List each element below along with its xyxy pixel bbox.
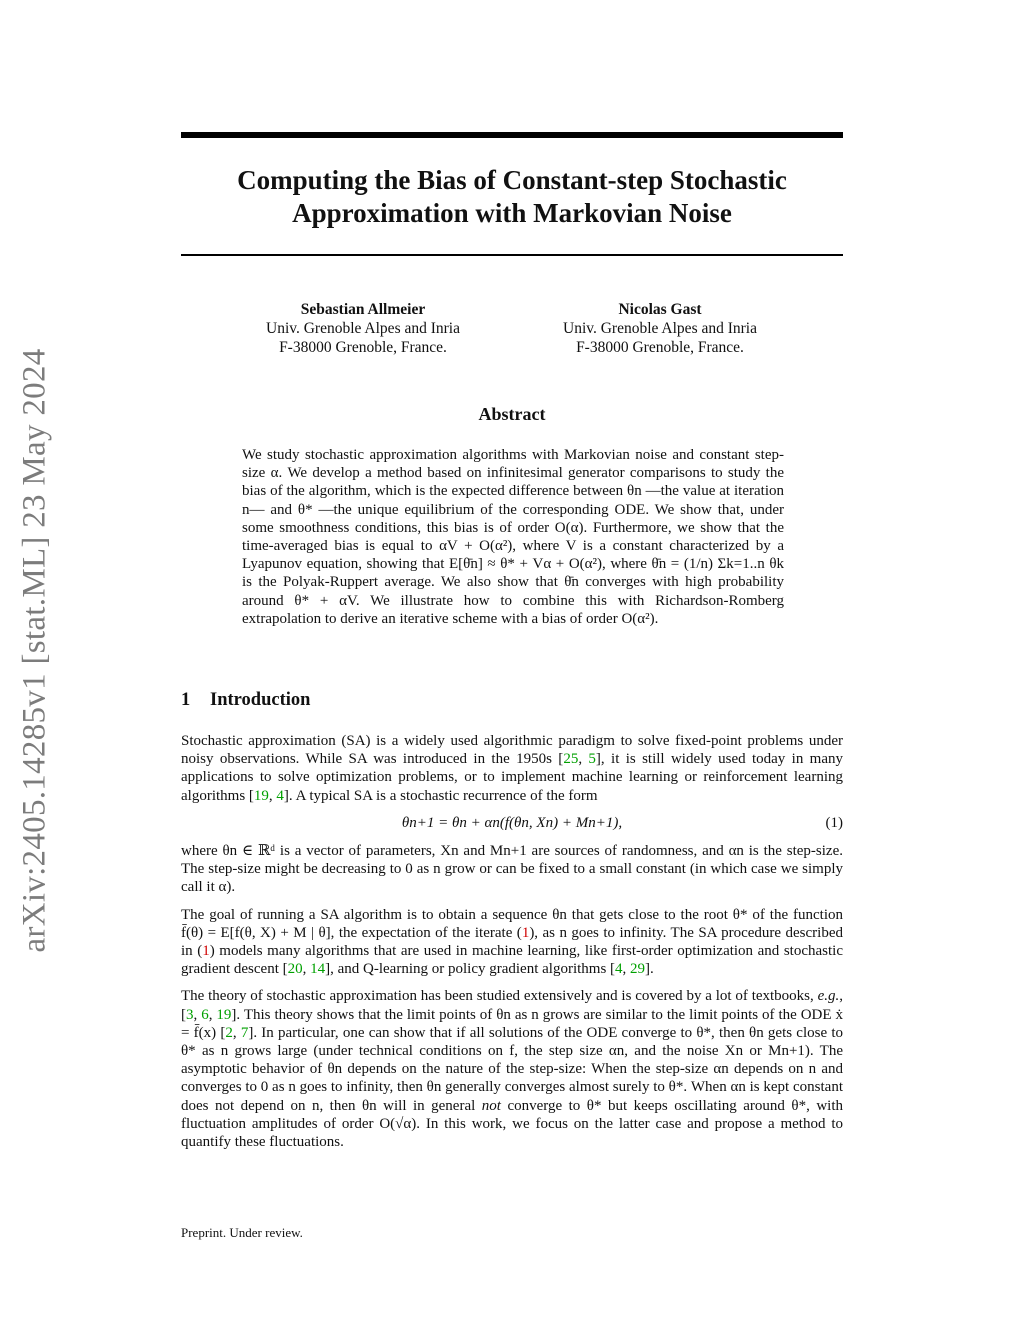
page-footer: Preprint. Under review. bbox=[181, 1225, 303, 1240]
citation-separator: , bbox=[302, 961, 311, 978]
citation-separator: , bbox=[578, 751, 589, 768]
citation-link[interactable]: 2 bbox=[225, 1024, 233, 1041]
abstract-text: step-size α. We develop a method based on infinitesimal generator comparisons bbox=[242, 447, 785, 482]
citation-link[interactable]: 25 bbox=[563, 751, 579, 768]
abstract-text: ODE. We show that, under some smoothness conditions, this bias is of order O(α). bbox=[242, 501, 784, 536]
equation-reference-link[interactable]: 1 bbox=[521, 924, 530, 941]
paragraph-text: ) models many algorithms that are used in machine learning, like first-order optimization and stochastic gradient descent [ bbox=[181, 943, 843, 978]
paragraph-text: ]. In particular, one can show that if all solutions of the ODE converge to θ*, then θn gets close to θ* as n grows large (under technical conditions on f, the step size αn, and the noise Xn or Mn+1). The asymptotic behavior of θn depends on the nature of the step-size: When the step-size αn depends on n and converges to 0 as n goes to infinity, then θn generally converges almost surely to θ*. When αn is kept constant does not depend on n, then θn will in general bbox=[181, 1024, 844, 1114]
paragraph-text: ), as n goes to infinity. The SA procedure described in ( bbox=[181, 924, 843, 960]
citation-link[interactable]: 5 bbox=[588, 751, 596, 768]
abstract-text: —the value at iteration n— and θ* —the unique equilibrium of the corresponding bbox=[242, 483, 784, 518]
title-line-2: Approximation with Markovian Noise bbox=[292, 198, 732, 228]
paragraph: where θn ∈ ℝᵈ is a vector of parameters, Xn and Mn+1 are sources of randomness, and αn is the step-size. The step-size might be decreasing to 0 as n grow or can be fixed to a small constant (in which case we simply call it α). bbox=[181, 843, 843, 896]
paragraph-text: ], it is still widely used today in many applications to solve optimization problems, or to implement machine learning or reinforcement learning algorithms [ bbox=[181, 751, 843, 804]
paragraph-text: The theory of stochastic approximation has been studied extensively and is covered by a lot of textbooks, bbox=[181, 988, 818, 1005]
citation-link[interactable]: 20 bbox=[287, 961, 303, 978]
citation-link[interactable]: 29 bbox=[630, 961, 646, 978]
author-block-1 bbox=[213, 300, 513, 357]
paragraph-text: converge to θ* but keeps oscillating around θ*, with fluctuation amplitudes of order O(√α). In this work, we focus on the latter case and propose a method to quantify these fluctuations. bbox=[181, 1097, 843, 1151]
author-block-2 bbox=[510, 300, 810, 357]
paragraph-text: ]. bbox=[645, 961, 654, 978]
citation-link[interactable]: 19 bbox=[253, 787, 269, 804]
paper-title bbox=[181, 164, 843, 230]
citation-link[interactable]: 3 bbox=[186, 1006, 194, 1023]
citation-link[interactable]: 7 bbox=[240, 1024, 249, 1041]
paragraph bbox=[181, 732, 843, 805]
citation-link[interactable]: 19 bbox=[216, 1006, 232, 1023]
author-address: F-38000 Grenoble, France. bbox=[279, 339, 447, 356]
abstract-text: how to combine this with Richardson-Romberg extrapolation to derive an iterative bbox=[242, 592, 784, 627]
paragraph-text: , [ bbox=[181, 988, 843, 1023]
equation-number: (1) bbox=[825, 814, 843, 831]
abstract-text: also show that θ̄n converges with high probability around θ* + αV. We illustrate bbox=[242, 574, 785, 609]
abstract-body bbox=[242, 446, 784, 628]
paragraph-text: The goal of running a SA algorithm is to obtain a sequence θn that gets close to the root θ* of the function f̄(θ) = E[f(θ, X) + M | θ], the expectation of the iterate ( bbox=[181, 906, 843, 941]
citation-separator: , bbox=[193, 1006, 202, 1023]
arxiv-identifier bbox=[0, 340, 70, 960]
section-title: Introduction bbox=[210, 690, 311, 710]
citation-link[interactable]: 4 bbox=[615, 961, 623, 978]
paragraph-text: ]. A typical SA is a stochastic recurrence of the form bbox=[283, 787, 598, 804]
equation-1 bbox=[181, 814, 843, 832]
author-address: F-38000 Grenoble, France. bbox=[576, 339, 744, 356]
equation-text: θn+1 = θn + αn(f(θn, Xn) + Mn+1), bbox=[401, 814, 623, 831]
section-heading bbox=[181, 690, 310, 711]
citation-separator: , bbox=[208, 1006, 217, 1023]
section-body bbox=[181, 732, 843, 1160]
title-rule-bottom bbox=[181, 254, 843, 256]
author-name: Sebastian Allmeier bbox=[300, 301, 426, 318]
citation-separator: , bbox=[268, 787, 277, 804]
author-affiliation: Univ. Grenoble Alpes and Inria bbox=[563, 320, 757, 337]
emphasis: e.g. bbox=[817, 988, 840, 1005]
paragraph bbox=[181, 906, 843, 979]
author-name: Nicolas Gast bbox=[618, 301, 702, 318]
title-line-1: Computing the Bias of Constant-step Stochastic bbox=[237, 165, 787, 195]
abstract-heading: Abstract bbox=[478, 404, 546, 424]
abstract-text: V is a constant characterized by a Lyapunov equation, showing that E[θ̄n] ≈ bbox=[242, 538, 784, 573]
abstract-text: θ* + Vα + O(α²), where θ̄n = (1/n) Σk=1..n θk is the Polyak-Ruppert average. We bbox=[242, 556, 785, 591]
abstract-text: to study the bias of the algorithm, which is the expected difference between θn bbox=[242, 465, 785, 500]
section-number: 1 bbox=[181, 690, 191, 710]
arxiv-id-text: arXiv:2405.14285v1 [stat.ML] 23 May 2024 bbox=[16, 347, 53, 953]
title-rule-top bbox=[181, 132, 843, 138]
citation-link[interactable]: 6 bbox=[201, 1006, 209, 1023]
abstract-text: scheme with a bias of order O(α²). bbox=[452, 610, 659, 627]
paragraph-text: ]. This theory shows that the limit points of θn as n grows are similar to the limit points of the ODE ẋ = f̄(x) [ bbox=[181, 1006, 844, 1041]
citation-link[interactable]: 14 bbox=[310, 961, 326, 978]
paragraph-text: ], and Q-learning or policy gradient algorithms [ bbox=[325, 961, 616, 978]
paragraph bbox=[181, 987, 843, 1151]
abstract-text: Furthermore, we show that the time-averaged bias is equal to αV + O(α²), where bbox=[242, 519, 784, 555]
author-affiliation: Univ. Grenoble Alpes and Inria bbox=[266, 320, 460, 337]
paragraph-text: Stochastic approximation (SA) is a widely used algorithmic paradigm to solve fixed-point problems under noisy observations. While SA was introduced in the 1950s [ bbox=[181, 733, 843, 768]
citation-separator: , bbox=[622, 961, 631, 978]
abstract-text: We study stochastic approximation algorithms with Markovian noise and constant bbox=[242, 447, 750, 463]
equation-reference-link[interactable]: 1 bbox=[202, 943, 210, 960]
emphasis: not bbox=[481, 1097, 501, 1114]
citation-separator: , bbox=[232, 1024, 241, 1041]
citation-link[interactable]: 4 bbox=[276, 787, 284, 804]
